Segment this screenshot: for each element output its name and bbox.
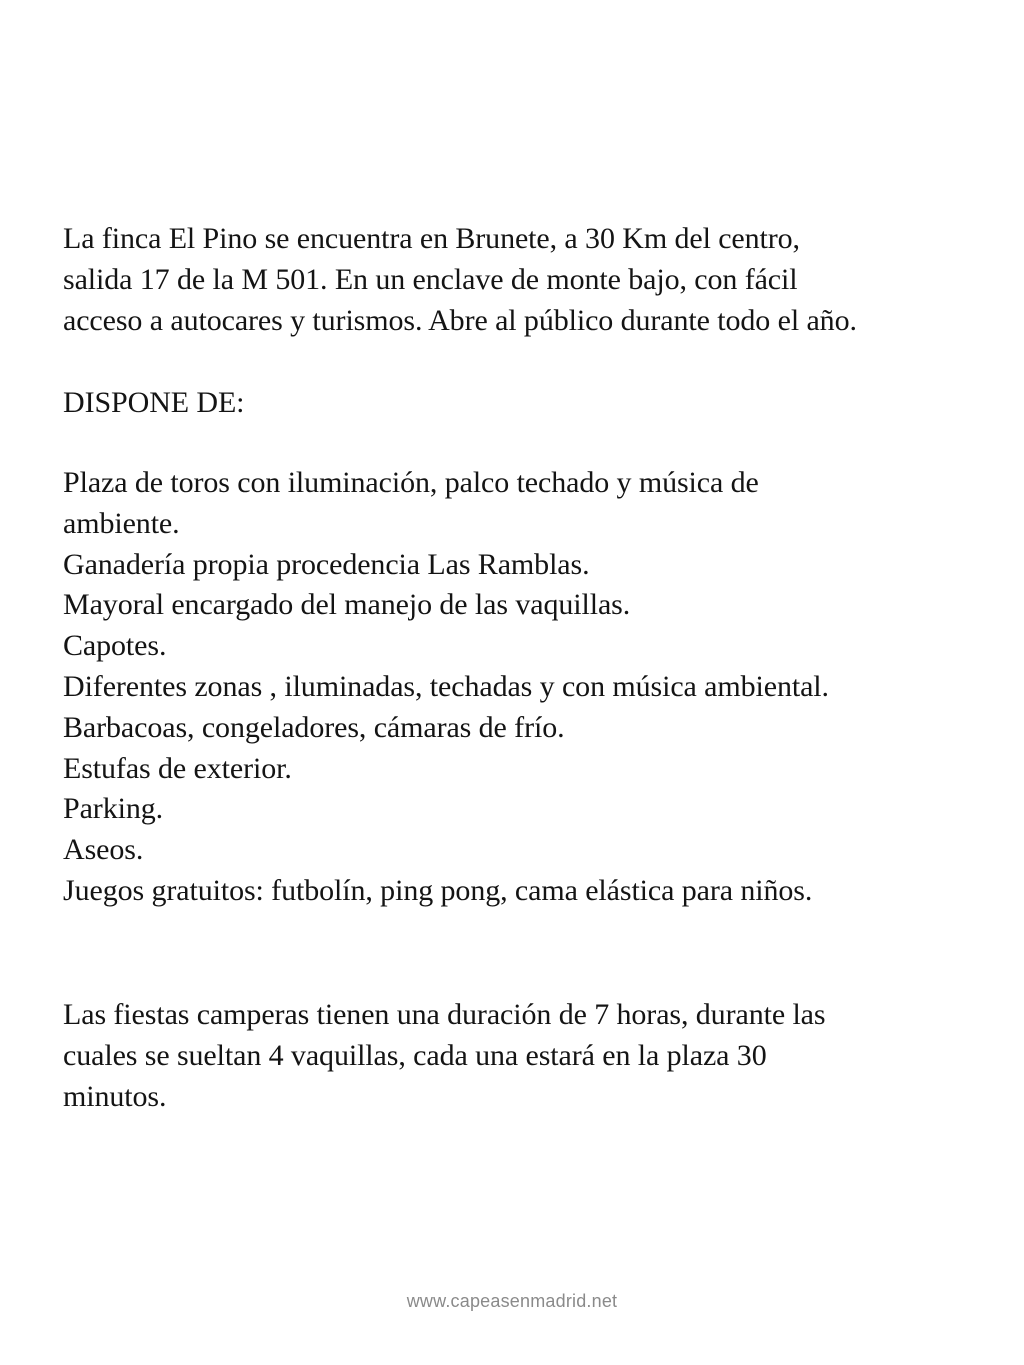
intro-paragraph [63, 219, 963, 341]
feature-item: Plaza de toros con iluminación, palco techado y música de [63, 466, 759, 499]
feature-item: Parking. [63, 792, 164, 826]
feature-item: Aseos. [63, 833, 144, 867]
feature-item: Mayoral encargado del manejo de las vaquillas. [63, 588, 631, 622]
section-heading [63, 383, 963, 424]
closing-line: cuales se sueltan 4 vaquillas, cada una estará en la plaza 30 [63, 1038, 767, 1072]
features-list [63, 463, 963, 912]
footer-url: www.capeasenmadrid.net [406, 1291, 618, 1311]
closing-line: Las fiestas camperas tienen una duración de 7 horas, durante las [63, 998, 826, 1031]
feature-item: Barbacoas, congeladores, cámaras de frío. [63, 710, 565, 744]
section-heading-text: DISPONE DE: [63, 386, 245, 419]
feature-item: Juegos gratuitos: futbolín, ping pong, cama elástica para niños. [63, 873, 813, 907]
intro-line: salida 17 de la M 501. En un enclave de monte bajo, con fácil [63, 262, 798, 296]
closing-line: minutos. [63, 1079, 167, 1113]
intro-line: La finca El Pino se encuentra en Brunete, a 30 Km del centro, [63, 222, 800, 255]
feature-item: Ganadería propia procedencia Las Ramblas. [63, 547, 590, 581]
feature-item: Capotes. [63, 629, 167, 663]
closing-paragraph [63, 995, 963, 1117]
intro-line: acceso a autocares y turismos. Abre al público durante todo el año. [63, 303, 857, 337]
feature-item: Diferentes zonas , iluminadas, techadas y con música ambiental. [63, 669, 829, 703]
feature-item: ambiente. [63, 506, 180, 540]
feature-item: Estufas de exterior. [63, 751, 292, 785]
